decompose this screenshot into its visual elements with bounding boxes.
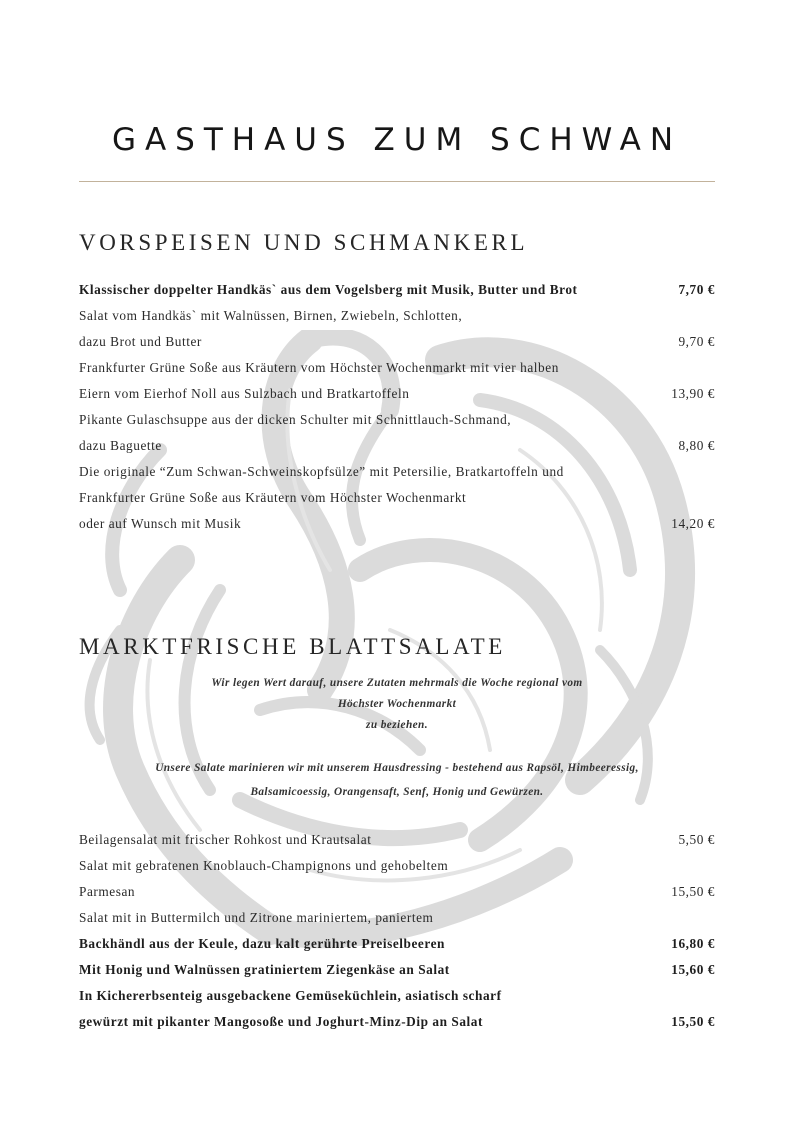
menu-item-price: 9,70 € <box>678 334 715 349</box>
salate-intro-note <box>79 673 715 736</box>
menu-item-text: In Kichererbsenteig ausgebackene Gemüseküchlein, asiatisch scharf <box>79 988 502 1003</box>
menu-item-price: 15,50 € <box>671 884 715 899</box>
restaurant-title: GASTHAUS ZUM SCHWAN <box>111 122 683 158</box>
menu-item-text: dazu Baguette <box>79 438 162 453</box>
menu-item-line <box>79 983 715 1009</box>
menu-item-price: 5,50 € <box>678 832 715 847</box>
menu-item-text: Parmesan <box>79 884 136 899</box>
intro-line: zu beziehen. <box>366 719 428 731</box>
menu-item-text: Klassischer doppelter Handkäs` aus dem Vogelsberg mit Musik, Butter und Brot <box>79 282 578 297</box>
menu-item-line <box>79 433 715 459</box>
menu-item-line <box>79 1009 715 1035</box>
menu-item-price: 16,80 € <box>671 936 715 951</box>
section-heading-salate: MARKTFRISCHE BLATTSALATE <box>79 634 506 659</box>
menu-item-text: Salat vom Handkäs` mit Walnüssen, Birnen, Zwiebeln, Schlotten, <box>79 308 463 323</box>
intro-line: Höchster Wochenmarkt <box>337 698 457 710</box>
menu-item-text: Salat mit gebratenen Knoblauch-Champignons und gehobeltem <box>79 858 449 873</box>
menu-item-text: Die originale “Zum Schwan-Schweinskopfsülze” mit Petersilie, Bratkartoffeln und <box>79 464 564 479</box>
menu-item-price: 7,70 € <box>678 282 715 297</box>
menu-item-line <box>79 459 715 485</box>
menu-item-text: Mit Honig und Walnüssen gratiniertem Ziegenkäse an Salat <box>79 962 450 977</box>
menu-item-line <box>79 827 715 853</box>
menu-item-line <box>79 381 715 407</box>
menu-item-text: gewürzt mit pikanter Mangosoße und Joghurt-Minz-Dip an Salat <box>79 1014 483 1029</box>
dressing-line: Balsamicoessig, Orangensaft, Senf, Honig und Gewürzen. <box>250 786 544 798</box>
menu-item-line <box>79 329 715 355</box>
menu-item-line <box>79 957 715 983</box>
menu-item-line <box>79 905 715 931</box>
menu-item-price: 14,20 € <box>671 516 715 531</box>
menu-item-line <box>79 277 715 303</box>
title-divider <box>79 181 715 182</box>
menu-item-line <box>79 511 715 537</box>
menu-item-text: Backhändl aus der Keule, dazu kalt gerührte Preiselbeeren <box>79 936 445 951</box>
menu-item-line <box>79 485 715 511</box>
menu-item-line <box>79 355 715 381</box>
intro-line: Wir legen Wert darauf, unsere Zutaten mehrmals die Woche regional vom <box>211 677 583 689</box>
menu-item-line <box>79 303 715 329</box>
dressing-note <box>79 756 715 804</box>
menu-item-text: Eiern vom Eierhof Noll aus Sulzbach und Bratkartoffeln <box>79 386 410 401</box>
menu-item-text: dazu Brot und Butter <box>79 334 202 349</box>
menu-item-text: Frankfurter Grüne Soße aus Kräutern vom Höchster Wochenmarkt <box>79 490 467 505</box>
section-heading-vorspeisen: VORSPEISEN UND SCHMANKERL <box>79 230 529 255</box>
menu-item-text: oder auf Wunsch mit Musik <box>79 516 242 531</box>
menu-item-text: Beilagensalat mit frischer Rohkost und Krautsalat <box>79 832 372 847</box>
menu-item-line <box>79 853 715 879</box>
menu-item-line <box>79 407 715 433</box>
menu-item-line <box>79 879 715 905</box>
menu-item-text: Pikante Gulaschsuppe aus der dicken Schulter mit Schnittlauch-Schmand, <box>79 412 512 427</box>
menu-item-price: 8,80 € <box>678 438 715 453</box>
menu-item-price: 15,50 € <box>671 1014 715 1029</box>
menu-item-text: Salat mit in Buttermilch und Zitrone mariniertem, paniertem <box>79 910 434 925</box>
menu-item-price: 15,60 € <box>671 962 715 977</box>
menu-item-line <box>79 931 715 957</box>
menu-item-price: 13,90 € <box>671 386 715 401</box>
dressing-line: Unsere Salate marinieren wir mit unserem Hausdressing - bestehend aus Rapsöl, Himbeeressig, <box>155 762 639 774</box>
menu-item-text: Frankfurter Grüne Soße aus Kräutern vom Höchster Wochenmarkt mit vier halben <box>79 360 559 375</box>
